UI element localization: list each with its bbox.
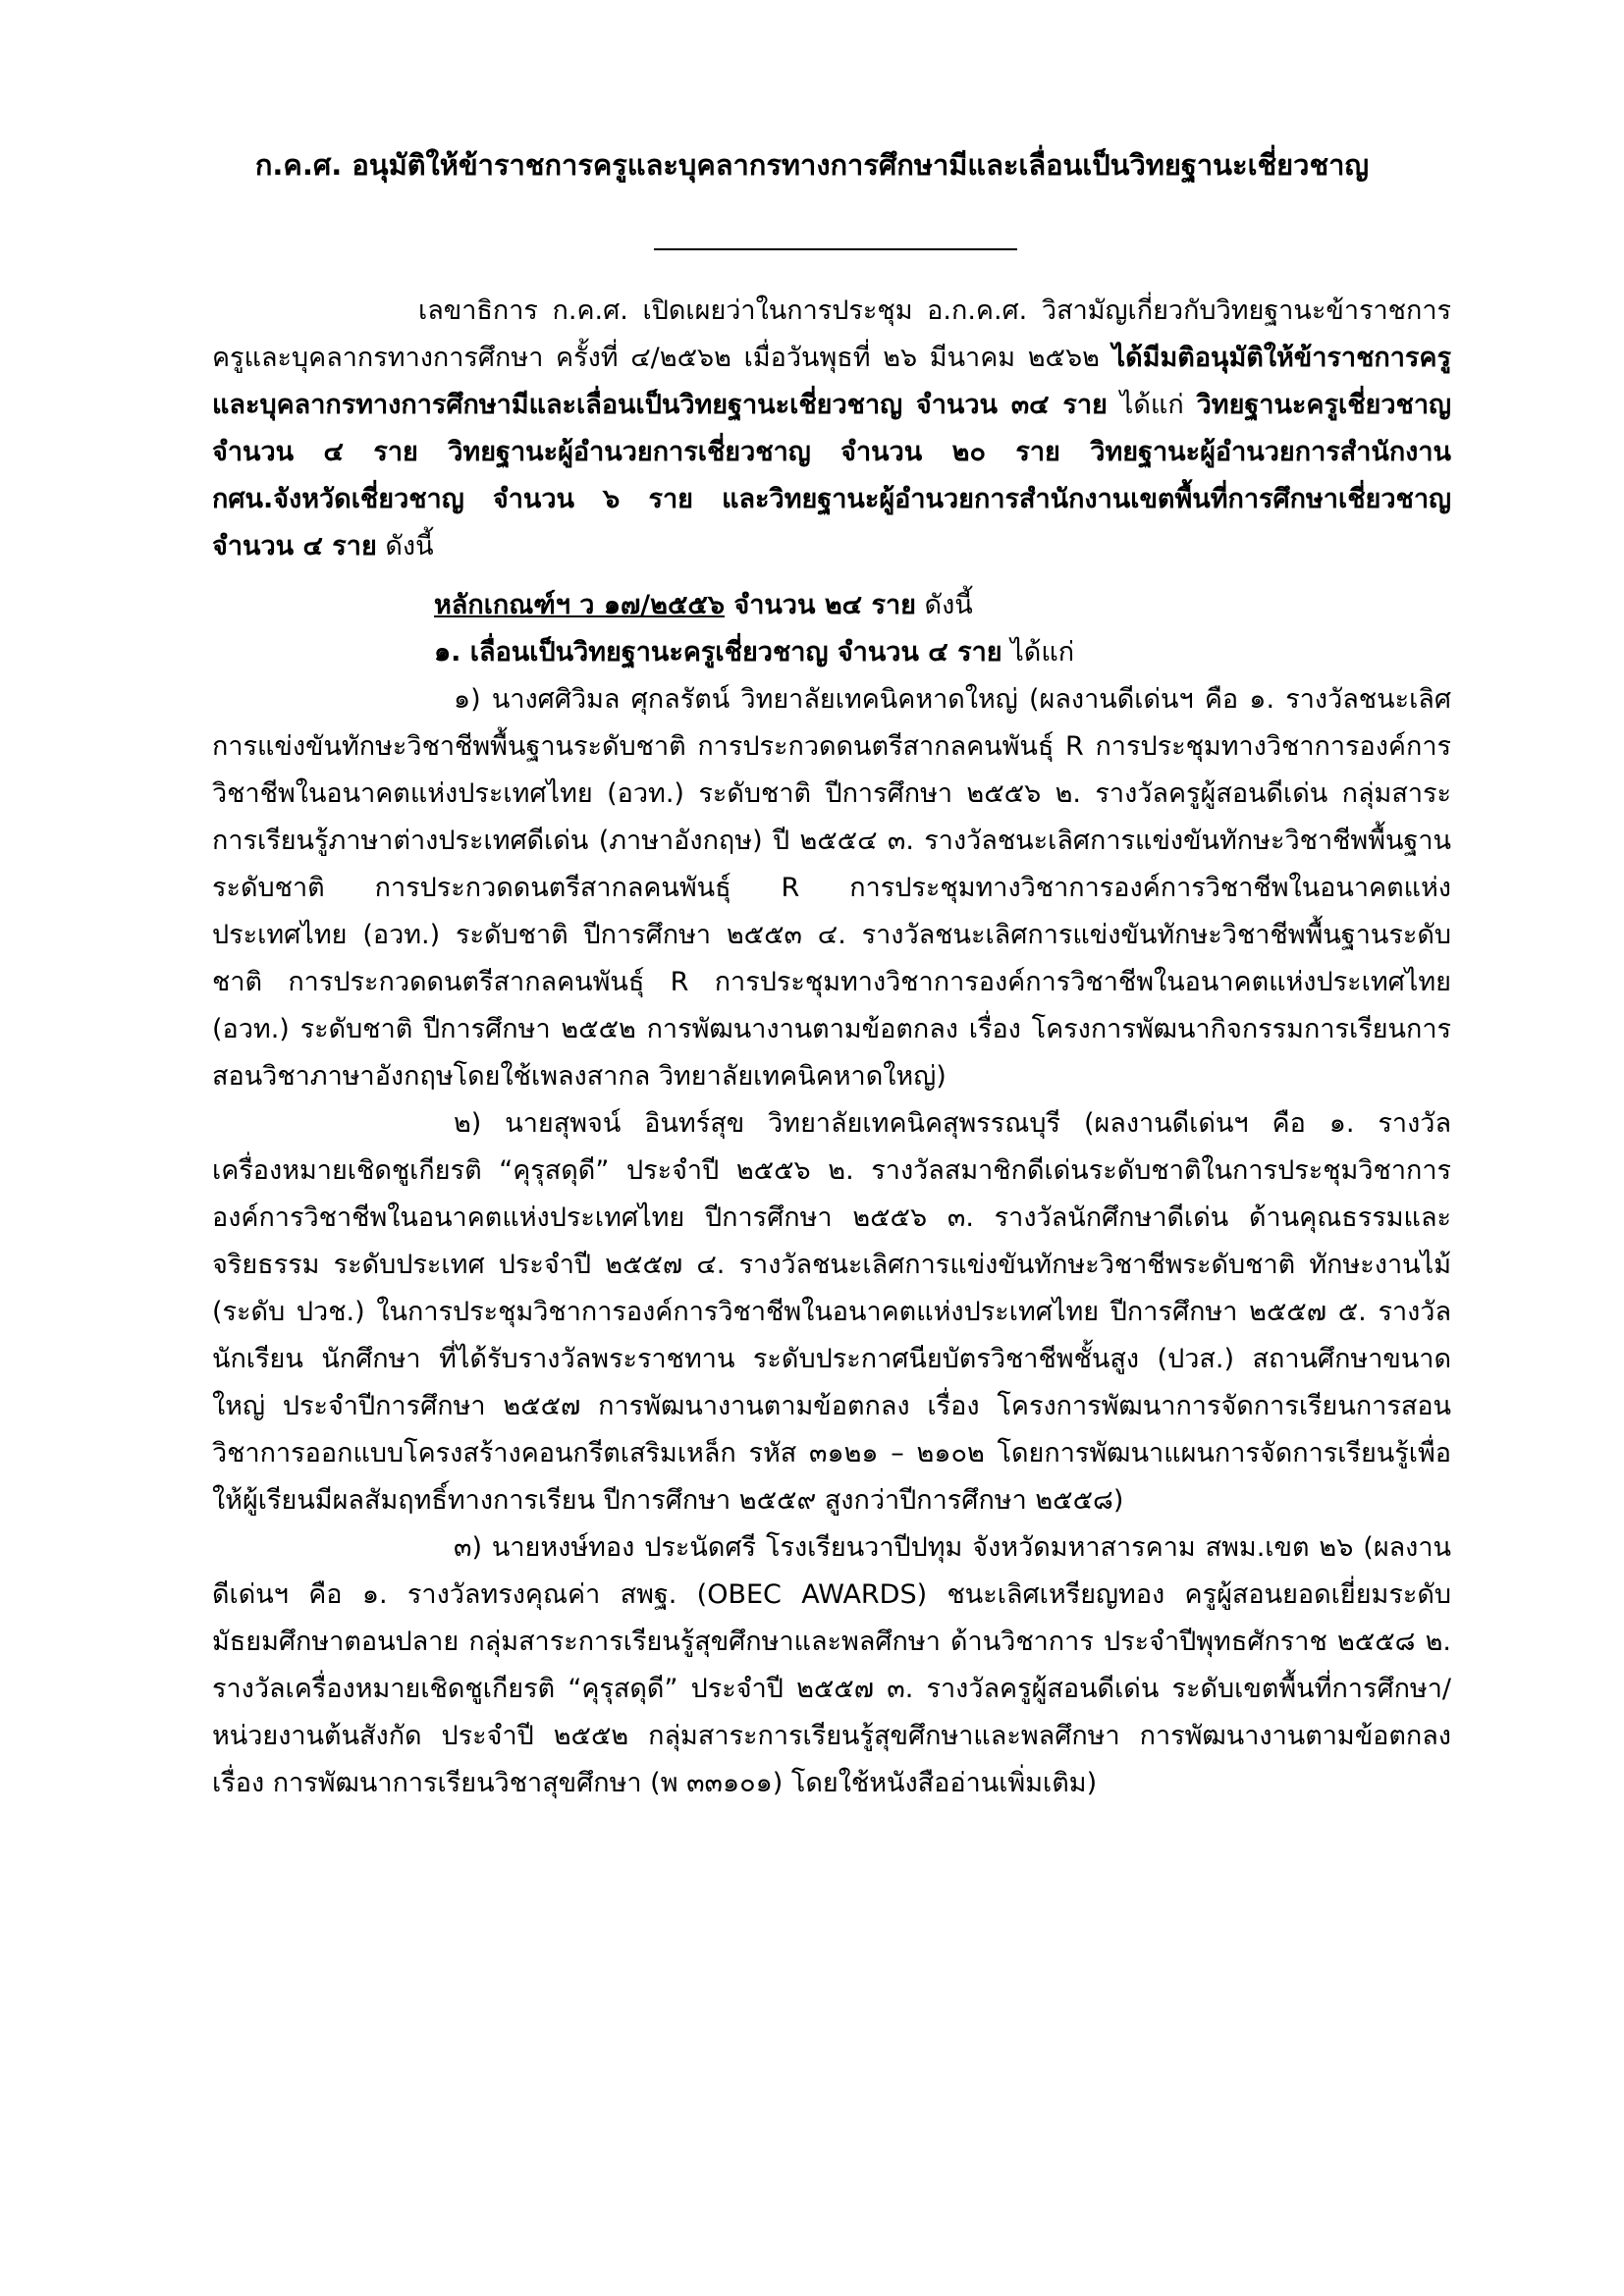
list-item: ๓) นายหงษ์ทอง ประนัดศรี โรงเรียนวาปีปทุม จังหวัดมหาสารคาม สพม.เขต ๒๖ (ผลงานดีเด่นฯ คือ ๑. รางวัลทรงคุณค่า สพฐ. (OBEC AWARDS) ชนะเลิศเหรียญทอง ครูผู้สอนยอดเยี่ยมระดับมัธยมศึกษาตอนปลาย กลุ่มสาระการเรียนรู้สุขศึกษาและพลศึกษา ด้านวิชาการ ประจำปีพุทธศักราช ๒๕๕๘ ๒. รางวัลเครื่องหมายเชิดชูเกียรติ “คุรุสดุดี” ประจำปี ๒๕๕๗ ๓. รางวัลครูผู้สอนดีเด่น ระดับเขตพื้นที่การศึกษา/หน่วยงานต้นสังกัด ประจำปี ๒๕๕๒ กลุ่มสาระการเรียนรู้สุขศึกษาและพลศึกษา การพัฒนางานตามข้อตกลง เรื่อง การพัฒนาการเรียนวิชาสุขศึกษา (พ ๓๓๑๐๑) โดยใช้หนังสืออ่านเพิ่มเติม) <box>212 1532 1451 1798</box>
list-item: ๒) นายสุพจน์ อินทร์สุข วิทยาลัยเทคนิคสุพรรณบุรี (ผลงานดีเด่นฯ คือ ๑. รางวัลเครื่องหมายเชิดชูเกียรติ “คุรุสดุดี” ประจำปี ๒๕๕๖ ๒. รางวัลสมาชิกดีเด่นระดับชาติในการประชุมวิชาการองค์การวิชาชีพในอนาคตแห่งประเทศไทย ปีการศึกษา ๒๕๕๖ ๓. รางวัลนักศึกษาดีเด่น ด้านคุณธรรมและจริยธรรม ระดับประเทศ ประจำปี ๒๕๕๗ ๔. รางวัลชนะเลิศการแข่งขันทักษะวิชาชีพระดับชาติ ทักษะงานไม้ (ระดับ ปวช.) ในการประชุมวิชาการองค์การวิชาชีพในอนาคตแห่งประเทศไทย ปีการศึกษา ๒๕๕๗ ๕. รางวัลนักเรียน นักศึกษา ที่ได้รับรางวัลพระราชทาน ระดับประกาศนียบัตรวิชาชีพชั้นสูง (ปวส.) สถานศึกษาขนาดใหญ่ ประจำปีการศึกษา ๒๕๕๗ การพัฒนางานตามข้อตกลง เรื่อง โครงการพัฒนาการจัดการเรียนการสอน วิชาการออกแบบโครงสร้างคอนกรีตเสริมเหล็ก รหัส ๓๑๒๑ – ๒๑๐๒ โดยการพัฒนาแผนการจัดการเรียนรู้เพื่อให้ผู้เรียนมีผลสัมฤทธิ์ทางการเรียน ปีการศึกษา ๒๕๕๙ สูงกว่าปีการศึกษา ๒๕๕๘) <box>212 1108 1451 1516</box>
criteria-heading <box>212 582 1451 629</box>
title-divider <box>654 248 1017 250</box>
intro-approval-bold: ได้มีมติอนุมัติให้ข้าราชการครูและบุคลากรทางการศึกษามีและเลื่อนเป็นวิทยฐานะเชี่ยวชาญ จำนวน ๓๔ ราย <box>212 343 1451 420</box>
intro-lead: เลขาธิการ ก.ค.ศ. เปิดเผยว่าในการประชุม อ.ก.ค.ศ. วิสามัญเกี่ยวกับวิทยฐานะข้าราชการครูและบุคลากรทางการศึกษา ครั้งที่ ๔/๒๕๖๒ เมื่อวันพุธที่ ๒๖ มีนาคม ๒๕๖๒ <box>212 295 1451 373</box>
list-item: ๑) นางศศิวิมล ศุกลรัตน์ วิทยาลัยเทคนิคหาดใหญ่ (ผลงานดีเด่นฯ คือ ๑. รางวัลชนะเลิศการแข่งขันทักษะวิชาชีพพื้นฐานระดับชาติ การประกวดดนตรีสากลคนพันธุ์ R การประชุมทางวิชาการองค์การวิชาชีพในอนาคตแห่งประเทศไทย (อวท.) ระดับชาติ ปีการศึกษา ๒๕๕๖ ๒. รางวัลครูผู้สอนดีเด่น กลุ่มสาระการเรียนรู้ภาษาต่างประเทศดีเด่น (ภาษาอังกฤษ) ปี ๒๕๕๔ ๓. รางวัลชนะเลิศการแข่งขันทักษะวิชาชีพพื้นฐานระดับชาติ การประกวดดนตรีสากลคนพันธุ์ R การประชุมทางวิชาการองค์การวิชาชีพในอนาคตแห่งประเทศไทย (อวท.) ระดับชาติ ปีการศึกษา ๒๕๕๓ ๔. รางวัลชนะเลิศการแข่งขันทักษะวิชาชีพพื้นฐานระดับชาติ การประกวดดนตรีสากลคนพันธุ์ R การประชุมทางวิชาการองค์การวิชาชีพในอนาคตแห่งประเทศไทย (อวท.) ระดับชาติ ปีการศึกษา ๒๕๕๒ การพัฒนางานตามข้อตกลง เรื่อง โครงการพัฒนากิจกรรมการเรียนการสอนวิชาภาษาอังกฤษโดยใช้เพลงสากล วิทยาลัยเทคนิคหาดใหญ่) <box>212 684 1451 1092</box>
intro-mid: ได้แก่ <box>1107 390 1197 420</box>
intro-breakdown-bold: วิทยฐานะครูเชี่ยวชาญ จำนวน ๔ ราย วิทยฐานะผู้อำนวยการเชี่ยวชาญ จำนวน ๒๐ ราย วิทยฐานะผู้อำนวยการสำนักงาน กศน.จังหวัดเชี่ยวชาญ จำนวน ๖ ราย และวิทยฐานะผู้อำนวยการสำนักงานเขตพื้นที่การศึกษาเชี่ยวชาญ จำนวน ๔ ราย <box>212 390 1451 561</box>
document-title: ก.ค.ศ. อนุมัติให้ข้าราชการครูและบุคลากรทางการศึกษามีและเลื่อนเป็นวิทยฐานะเชี่ยวชาญ <box>254 148 1370 182</box>
subsection-tail: ได้แก่ <box>1001 637 1075 667</box>
intro-tail: ดังนี้ <box>376 531 434 561</box>
criteria-count: จำนวน ๒๔ ราย <box>724 590 916 620</box>
subsection-bold: ๑. เลื่อนเป็นวิทยฐานะครูเชี่ยวชาญ จำนวน ๔ ราย <box>434 637 1002 667</box>
criteria-underlined: หลักเกณฑ์ฯ ว ๑๗/๒๕๕๖ <box>434 590 725 620</box>
document-body <box>212 288 1451 1807</box>
criteria-tail: ดังนี้ <box>915 590 973 620</box>
subsection-heading <box>212 629 1451 676</box>
intro-paragraph <box>212 288 1451 570</box>
